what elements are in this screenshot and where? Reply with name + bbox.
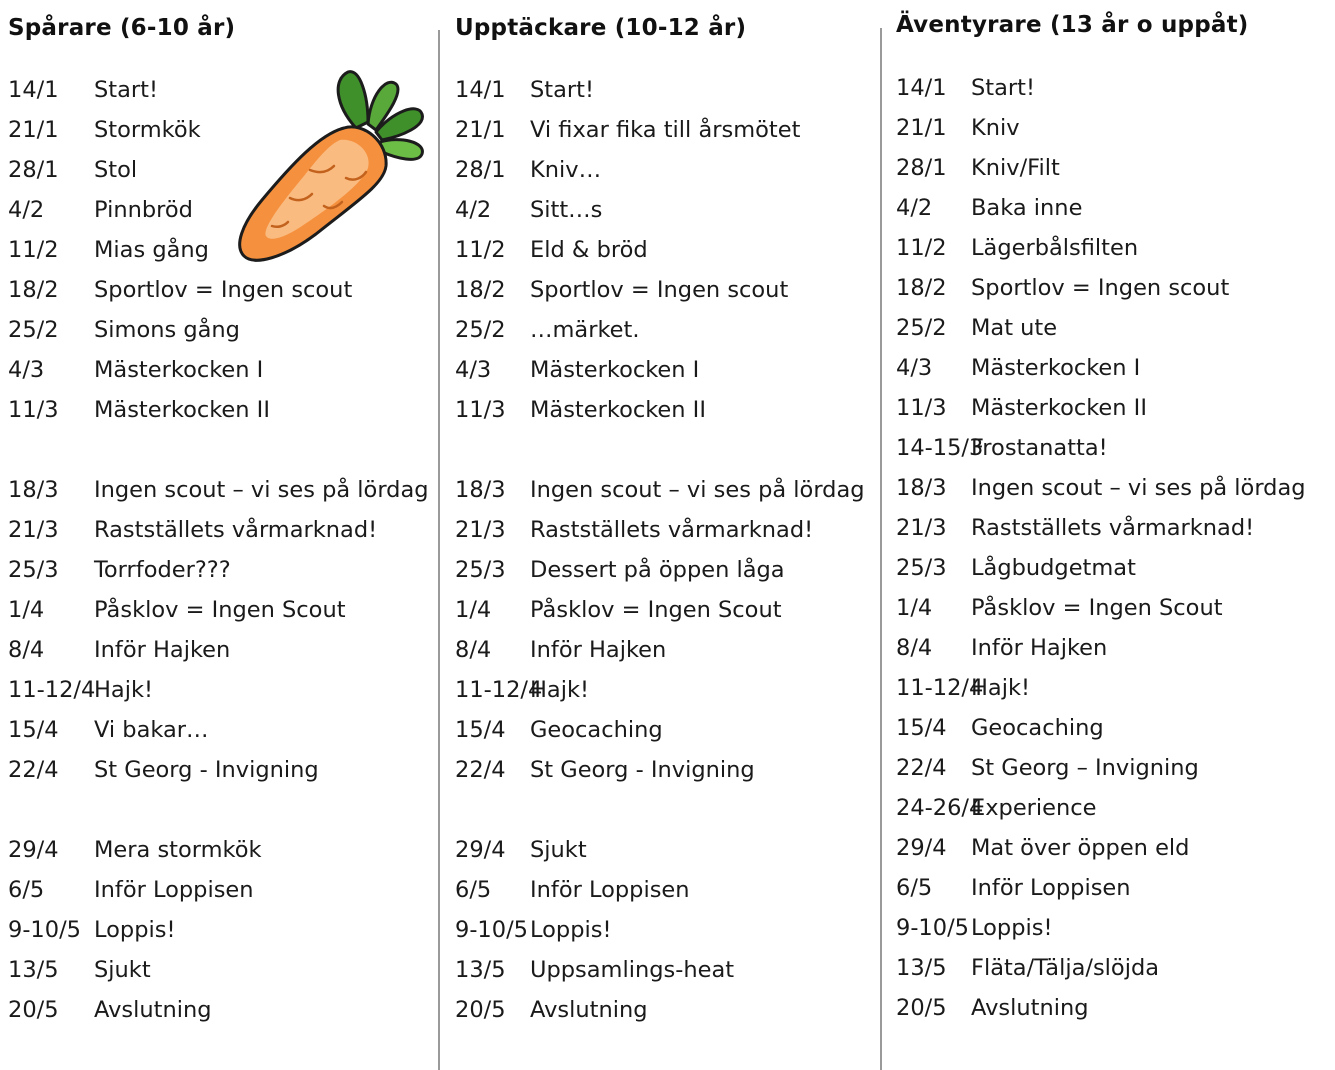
schedule-row <box>8 512 438 548</box>
schedule-row <box>455 472 875 508</box>
schedule-date: 21/1 <box>8 117 59 143</box>
schedule-date: 18/2 <box>896 275 947 301</box>
schedule-date: 4/3 <box>896 355 933 381</box>
schedule-activity: Stol <box>94 157 138 183</box>
schedule-row <box>8 112 438 148</box>
schedule-row <box>8 232 438 268</box>
schedule-row <box>896 310 1332 346</box>
schedule-date: 13/5 <box>896 955 947 981</box>
schedule-date: 25/2 <box>8 317 59 343</box>
schedule-row <box>455 152 875 188</box>
schedule-row <box>455 392 875 428</box>
schedule-activity: Vi bakar… <box>94 717 209 743</box>
schedule-row <box>8 992 438 1028</box>
schedule-row <box>8 152 438 188</box>
schedule-row <box>8 472 438 508</box>
schedule-date: 1/4 <box>896 595 933 621</box>
schedule-activity: Lägerbålsfilten <box>971 235 1139 261</box>
schedule-activity: Stormkök <box>94 117 201 143</box>
schedule-date: 11/2 <box>8 237 59 263</box>
schedule-activity: Kniv… <box>530 157 602 183</box>
schedule-activity: Sjukt <box>530 837 587 863</box>
schedule-activity: Vi fixar fika till årsmötet <box>530 117 801 143</box>
schedule-activity: Ingen scout – vi ses på lördag <box>94 477 429 503</box>
schedule-row <box>455 552 875 588</box>
schedule-activity: St Georg - Invigning <box>94 757 319 783</box>
schedule-row <box>455 952 875 988</box>
column-aventyrare <box>896 0 1332 1070</box>
schedule-date: 8/4 <box>8 637 45 663</box>
schedule-activity: Ingen scout – vi ses på lördag <box>971 475 1306 501</box>
schedule-row <box>455 512 875 548</box>
schedule-activity: Ingen scout – vi ses på lördag <box>530 477 865 503</box>
schedule-date: 28/1 <box>8 157 59 183</box>
schedule-date: 15/4 <box>896 715 947 741</box>
schedule-activity: Inför Loppisen <box>971 875 1131 901</box>
schedule-activity: Mat över öppen eld <box>971 835 1190 861</box>
schedule-row <box>455 112 875 148</box>
schedule-row <box>8 672 438 708</box>
schedule-row <box>455 192 875 228</box>
schedule-date: 18/3 <box>8 477 59 503</box>
schedule-activity: Geocaching <box>971 715 1104 741</box>
schedule-activity: Sjukt <box>94 957 151 983</box>
schedule-date: 25/2 <box>455 317 506 343</box>
column-heading: Upptäckare (10-12 år) <box>455 15 747 41</box>
schedule-date: 14/1 <box>896 75 947 101</box>
schedule-date: 28/1 <box>455 157 506 183</box>
schedule-date: 11/3 <box>8 397 59 423</box>
schedule-date: 25/3 <box>455 557 506 583</box>
schedule-activity: Påsklov = Ingen Scout <box>530 597 782 623</box>
schedule-row <box>8 72 438 108</box>
schedule-row <box>455 232 875 268</box>
schedule-date: 21/3 <box>455 517 506 543</box>
schedule-date: 22/4 <box>455 757 506 783</box>
schedule-activity: Inför Hajken <box>971 635 1108 661</box>
schedule-activity: Pinnbröd <box>94 197 193 223</box>
schedule-row <box>455 752 875 788</box>
schedule-activity: Simons gång <box>94 317 240 343</box>
schedule-activity: Rastställets vårmarknad! <box>971 515 1255 541</box>
schedule-row <box>8 832 438 868</box>
schedule-row <box>8 632 438 668</box>
schedule-date: 28/1 <box>896 155 947 181</box>
schedule-activity: Lågbudgetmat <box>971 555 1136 581</box>
schedule-activity: Experience <box>971 795 1097 821</box>
schedule-row <box>896 750 1332 786</box>
schedule-activity: Geocaching <box>530 717 663 743</box>
schedule-activity: Uppsamlings-heat <box>530 957 735 983</box>
schedule-date: 15/4 <box>455 717 506 743</box>
schedule-date: 14/1 <box>8 77 59 103</box>
schedule-date: 13/5 <box>455 957 506 983</box>
schedule-activity: Dessert på öppen låga <box>530 557 785 583</box>
schedule-row <box>455 352 875 388</box>
schedule-date: 18/2 <box>455 277 506 303</box>
schedule-row <box>896 150 1332 186</box>
schedule-date: 25/3 <box>896 555 947 581</box>
schedule-row <box>455 832 875 868</box>
schedule-row <box>896 230 1332 266</box>
schedule-row <box>896 590 1332 626</box>
schedule-row <box>896 190 1332 226</box>
schedule-activity: Mästerkocken II <box>94 397 270 423</box>
schedule-activity: Kniv/Filt <box>971 155 1060 181</box>
schedule-row <box>896 350 1332 386</box>
schedule-date: 22/4 <box>896 755 947 781</box>
schedule-date: 21/3 <box>8 517 59 543</box>
schedule-activity: Kniv <box>971 115 1020 141</box>
schedule-date: 20/5 <box>455 997 506 1023</box>
schedule-activity: Fläta/Tälja/slöjda <box>971 955 1160 981</box>
schedule-row <box>896 70 1332 106</box>
schedule-date: 29/4 <box>8 837 59 863</box>
schedule-date: 20/5 <box>896 995 947 1021</box>
schedule-row <box>8 192 438 228</box>
schedule-activity: Hajk! <box>530 677 590 703</box>
schedule-row <box>896 870 1332 906</box>
schedule-row <box>896 470 1332 506</box>
schedule-row <box>896 110 1332 146</box>
schedule-date: 24-26/4 <box>896 795 984 821</box>
schedule-row <box>8 272 438 308</box>
schedule-date: 6/5 <box>455 877 492 903</box>
schedule-row <box>896 990 1332 1026</box>
schedule-date: 21/1 <box>455 117 506 143</box>
schedule-activity: Inför Loppisen <box>530 877 690 903</box>
schedule-date: 8/4 <box>896 635 933 661</box>
schedule-row <box>896 830 1332 866</box>
schedule-activity: …märket. <box>530 317 640 343</box>
schedule-row <box>896 950 1332 986</box>
schedule-row <box>8 352 438 388</box>
schedule-activity: Mias gång <box>94 237 209 263</box>
schedule-activity: St Georg - Invigning <box>530 757 755 783</box>
schedule-row <box>455 592 875 628</box>
schedule-activity: Påsklov = Ingen Scout <box>971 595 1223 621</box>
schedule-activity: Mästerkocken I <box>94 357 264 383</box>
schedule-activity: Rastställets vårmarknad! <box>94 517 378 543</box>
schedule-activity: Avslutning <box>971 995 1089 1021</box>
schedule-activity: Sportlov = Ingen scout <box>971 275 1230 301</box>
schedule-row <box>455 72 875 108</box>
schedule-row <box>455 632 875 668</box>
schedule-row <box>8 912 438 948</box>
column-sparare <box>8 0 438 1070</box>
schedule-date: 6/5 <box>8 877 45 903</box>
schedule-date: 21/3 <box>896 515 947 541</box>
schedule-row <box>896 270 1332 306</box>
schedule-date: 11/2 <box>455 237 506 263</box>
schedule-date: 1/4 <box>8 597 45 623</box>
schedule-row <box>896 510 1332 546</box>
schedule-date: 11/2 <box>896 235 947 261</box>
schedule-date: 9-10/5 <box>8 917 81 943</box>
schedule-activity: Sitt…s <box>530 197 603 223</box>
schedule-date: 11/3 <box>455 397 506 423</box>
column-upptackare <box>455 0 875 1070</box>
column-heading: Spårare (6-10 år) <box>8 15 236 41</box>
schedule-date: 11-12/4 <box>896 675 984 701</box>
schedule-row <box>455 712 875 748</box>
schedule-activity: Inför Hajken <box>530 637 667 663</box>
schedule-activity: Baka inne <box>971 195 1083 221</box>
schedule-activity: Start! <box>94 77 158 103</box>
schedule-date: 4/2 <box>8 197 45 223</box>
schedule-date: 21/1 <box>896 115 947 141</box>
schedule-date: 18/3 <box>455 477 506 503</box>
schedule-activity: Frostanatta! <box>971 435 1108 461</box>
schedule-date: 11/3 <box>896 395 947 421</box>
schedule-activity: Start! <box>530 77 594 103</box>
schedule-activity: Avslutning <box>530 997 648 1023</box>
column-divider <box>438 30 440 1070</box>
schedule-row <box>8 712 438 748</box>
schedule-row <box>8 952 438 988</box>
schedule-activity: Avslutning <box>94 997 212 1023</box>
schedule-activity: Mästerkocken II <box>530 397 706 423</box>
column-divider <box>880 28 882 1070</box>
schedule-activity: Hajk! <box>971 675 1031 701</box>
schedule-activity: Torrfoder??? <box>94 557 231 583</box>
schedule-row <box>896 790 1332 826</box>
schedule-date: 14/1 <box>455 77 506 103</box>
schedule-date: 4/3 <box>8 357 45 383</box>
schedule-date: 4/3 <box>455 357 492 383</box>
schedule-activity: Mästerkocken I <box>530 357 700 383</box>
schedule-row <box>455 312 875 348</box>
schedule-activity: Loppis! <box>530 917 612 943</box>
schedule-row <box>455 872 875 908</box>
schedule-row <box>455 992 875 1028</box>
schedule-activity: Start! <box>971 75 1035 101</box>
schedule-row <box>896 670 1332 706</box>
schedule-activity: Mera stormkök <box>94 837 262 863</box>
schedule-row <box>455 672 875 708</box>
schedule-activity: Sportlov = Ingen scout <box>530 277 789 303</box>
schedule-date: 25/3 <box>8 557 59 583</box>
schedule-row <box>8 592 438 628</box>
schedule-row <box>455 912 875 948</box>
schedule-date: 11-12/4 <box>8 677 96 703</box>
schedule-date: 13/5 <box>8 957 59 983</box>
schedule-activity: Mat ute <box>971 315 1058 341</box>
schedule-row <box>896 710 1332 746</box>
schedule-date: 29/4 <box>455 837 506 863</box>
schedule-date: 9-10/5 <box>896 915 969 941</box>
schedule-activity: Mästerkocken II <box>971 395 1147 421</box>
schedule-date: 14-15/3 <box>896 435 984 461</box>
schedule-row <box>455 272 875 308</box>
schedule-date: 22/4 <box>8 757 59 783</box>
schedule-date: 11-12/4 <box>455 677 543 703</box>
schedule-row <box>8 552 438 588</box>
schedule-row <box>896 550 1332 586</box>
schedule-activity: Eld & bröd <box>530 237 648 263</box>
schedule-date: 25/2 <box>896 315 947 341</box>
schedule-row <box>8 872 438 908</box>
schedule-activity: Inför Loppisen <box>94 877 254 903</box>
schedule-row <box>896 390 1332 426</box>
schedule-activity: Mästerkocken I <box>971 355 1141 381</box>
schedule-row <box>896 910 1332 946</box>
schedule-activity: Hajk! <box>94 677 154 703</box>
schedule-activity: Påsklov = Ingen Scout <box>94 597 346 623</box>
schedule-date: 1/4 <box>455 597 492 623</box>
schedule-activity: St Georg – Invigning <box>971 755 1199 781</box>
schedule-date: 4/2 <box>896 195 933 221</box>
schedule-date: 9-10/5 <box>455 917 528 943</box>
schedule-date: 15/4 <box>8 717 59 743</box>
schedule-row <box>8 312 438 348</box>
schedule-activity: Inför Hajken <box>94 637 231 663</box>
schedule-date: 20/5 <box>8 997 59 1023</box>
schedule-activity: Sportlov = Ingen scout <box>94 277 353 303</box>
schedule-date: 4/2 <box>455 197 492 223</box>
schedule-row <box>8 392 438 428</box>
schedule-date: 18/3 <box>896 475 947 501</box>
schedule-row <box>896 630 1332 666</box>
schedule-date: 18/2 <box>8 277 59 303</box>
schedule-row <box>8 752 438 788</box>
schedule-date: 6/5 <box>896 875 933 901</box>
schedule-date: 8/4 <box>455 637 492 663</box>
schedule-activity: Loppis! <box>94 917 176 943</box>
schedule-row <box>896 430 1332 466</box>
schedule-date: 29/4 <box>896 835 947 861</box>
schedule-activity: Rastställets vårmarknad! <box>530 517 814 543</box>
schedule-activity: Loppis! <box>971 915 1053 941</box>
column-heading: Äventyrare (13 år o uppåt) <box>896 12 1249 38</box>
